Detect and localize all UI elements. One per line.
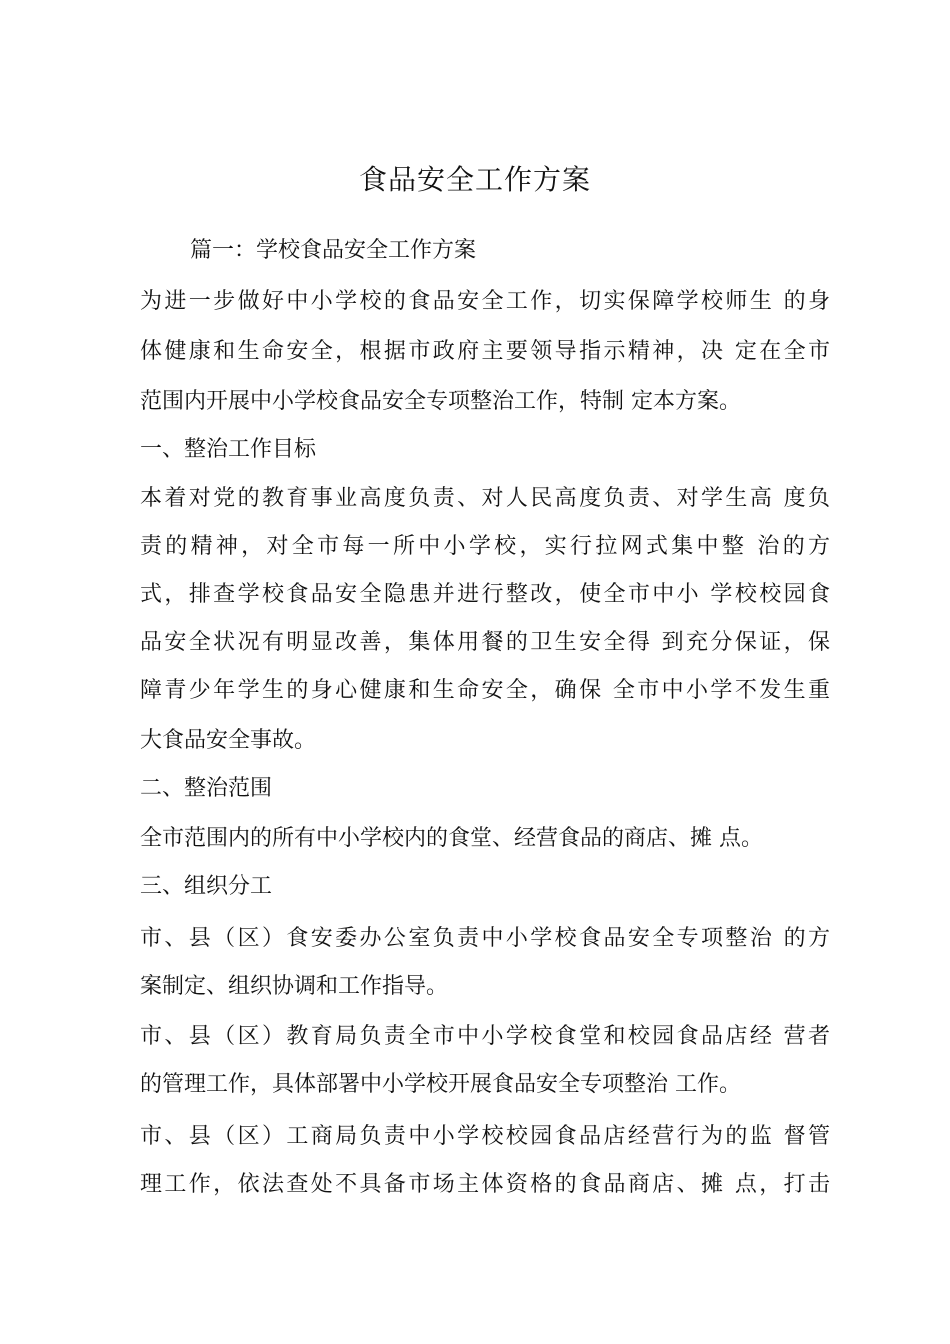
section-heading: 一、整治工作目标	[140, 437, 317, 462]
body-line: 本着对党的教育事业高度负责、对人民高度负责、对学生高 度负	[140, 486, 830, 511]
body-line: 范围内开展中小学校食品安全专项整治工作，特制 定本方案。	[140, 389, 741, 414]
body-line: 市、县（区）教育局负责全市中小学校食堂和校园食品店经 营者	[140, 1024, 830, 1049]
body-line: 全市范围内的所有中小学校内的食堂、经营食品的商店、摊 点。	[140, 826, 763, 851]
body-line: 市、县（区）工商局负责中小学校校园食品店经营行为的监 督管	[140, 1124, 830, 1149]
body-line: 障青少年学生的身心健康和生命安全，确保 全市中小学不发生重	[140, 678, 830, 703]
body-line: 大食品安全事故。	[140, 728, 317, 753]
body-line: 体健康和生命安全，根据市政府主要领导指示精神，决 定在全市	[140, 339, 830, 364]
document-subtitle: 篇一：学校食品安全工作方案	[190, 238, 477, 263]
body-line: 市、县（区）食安委办公室负责中小学校食品安全专项整治 的方	[140, 926, 830, 951]
section-heading: 二、整治范围	[140, 776, 273, 801]
body-line: 品安全状况有明显改善，集体用餐的卫生安全得 到充分保证，保	[140, 630, 830, 655]
body-line: 为进一步做好中小学校的食品安全工作，切实保障学校师生 的身	[140, 289, 830, 314]
document-title: 食品安全工作方案	[358, 163, 591, 196]
body-line: 责的精神，对全市每一所中小学校，实行拉网式集中整 治的方	[140, 534, 830, 559]
section-heading: 三、组织分工	[140, 874, 273, 899]
body-line: 理工作，依法查处不具备市场主体资格的食品商店、摊 点，打击	[140, 1172, 830, 1197]
body-line: 式，排查学校食品安全隐患并进行整改，使全市中小 学校校园食	[140, 582, 830, 607]
body-line: 的管理工作，具体部署中小学校开展食品安全专项整治 工作。	[140, 1072, 741, 1097]
body-line: 案制定、组织协调和工作指导。	[140, 974, 449, 999]
